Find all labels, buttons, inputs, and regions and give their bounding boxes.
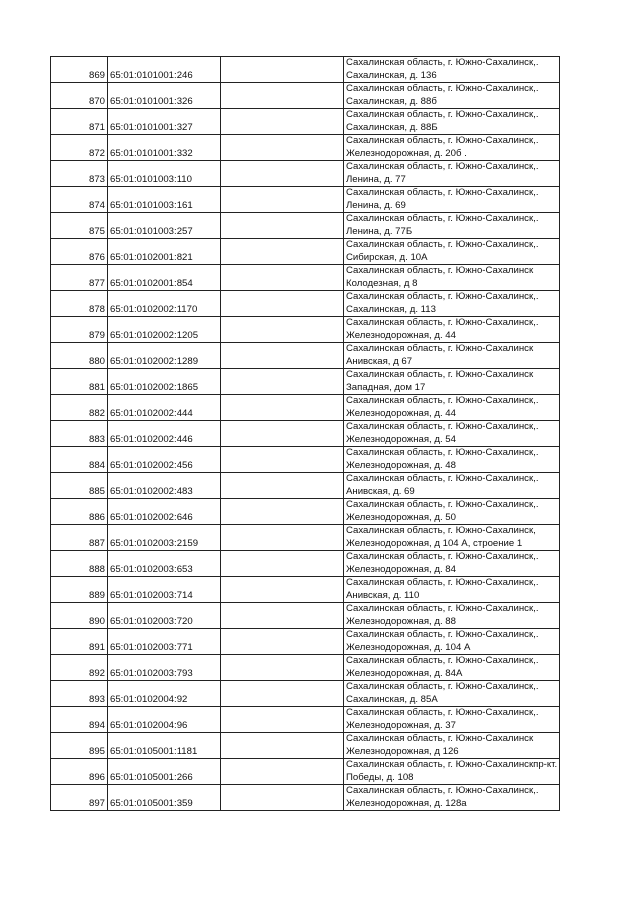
empty-cell [221, 629, 344, 655]
empty-cell [221, 707, 344, 733]
cadastral-number: 65:01:0102003:714 [108, 577, 221, 603]
address-line-1: Сахалинская область, г. Южно-Сахалинск,. [346, 681, 539, 692]
address-cell [344, 343, 560, 369]
address-cell [344, 265, 560, 291]
address-line-2: Железнодорожная, д. 54 [346, 433, 456, 445]
cadastral-number: 65:01:0105001:1181 [108, 733, 221, 759]
row-number: 896 [51, 759, 108, 785]
address-cell [344, 239, 560, 265]
row-number: 885 [51, 473, 108, 499]
address-line-2: Анивская, д. 110 [346, 589, 420, 601]
address-line-2: Железнодорожная, д. 50 [346, 511, 456, 523]
row-number: 877 [51, 265, 108, 291]
row-number: 887 [51, 525, 108, 551]
address-line-1: Сахалинская область, г. Южно-Сахалинск,. [346, 707, 539, 718]
empty-cell [221, 317, 344, 343]
row-number: 879 [51, 317, 108, 343]
table-row [51, 161, 560, 187]
address-line-1: Сахалинская область, г. Южно-Сахалинск,. [346, 317, 539, 328]
cadastral-number: 65:01:0102004:96 [108, 707, 221, 733]
row-number: 889 [51, 577, 108, 603]
address-line-2: Железнодорожная, д 126 [346, 745, 459, 757]
table-row [51, 421, 560, 447]
table-row [51, 213, 560, 239]
cadastral-number: 65:01:0102001:854 [108, 265, 221, 291]
address-line-2: Ленина, д. 77Б [346, 225, 413, 237]
cadastral-number: 65:01:0101001:326 [108, 83, 221, 109]
table-row [51, 733, 560, 759]
table-row [51, 785, 560, 811]
empty-cell [221, 525, 344, 551]
address-cell [344, 395, 560, 421]
address-line-2: Железнодорожная, д. 44 [346, 407, 456, 419]
address-line-2: Западная, дом 17 [346, 381, 426, 393]
cadastral-number: 65:01:0102002:1170 [108, 291, 221, 317]
row-number: 895 [51, 733, 108, 759]
row-number: 880 [51, 343, 108, 369]
row-number: 886 [51, 499, 108, 525]
address-line-2: Железнодорожная, д 104 А, строение 1 [346, 537, 523, 549]
address-cell [344, 135, 560, 161]
row-number: 876 [51, 239, 108, 265]
address-line-2: Железнодорожная, д. 84А [346, 667, 463, 679]
empty-cell [221, 655, 344, 681]
address-line-2: Сахалинская, д. 136 [346, 69, 437, 81]
table-row [51, 109, 560, 135]
row-number: 875 [51, 213, 108, 239]
empty-cell [221, 239, 344, 265]
table-row [51, 265, 560, 291]
empty-cell [221, 109, 344, 135]
cadastral-number: 65:01:0102003:720 [108, 603, 221, 629]
empty-cell [221, 473, 344, 499]
address-line-2: Железнодорожная, д. 88 [346, 615, 456, 627]
address-line-2: Колодезная, д 8 [346, 277, 418, 289]
address-line-2: Железнодорожная, д. 48 [346, 459, 456, 471]
address-line-1: Сахалинская область, г. Южно-Сахалинск [346, 369, 534, 380]
address-line-1: Сахалинская область, г. Южно-Сахалинск,. [346, 473, 539, 484]
address-cell [344, 759, 560, 785]
address-line-1: Сахалинская область, г. Южно-Сахалинск,. [346, 213, 539, 224]
table-row [51, 369, 560, 395]
address-line-2: Железнодорожная, д. 44 [346, 329, 456, 341]
address-cell [344, 161, 560, 187]
address-line-1: Сахалинская область, г. Южно-Сахалинск [346, 343, 534, 354]
address-cell [344, 421, 560, 447]
address-line-2: Сибирская, д. 10А [346, 251, 428, 263]
cadastral-number: 65:01:0102001:821 [108, 239, 221, 265]
address-cell [344, 83, 560, 109]
table-row [51, 187, 560, 213]
address-line-1: Сахалинская область, г. Южно-Сахалинск, [346, 525, 536, 536]
table-row [51, 473, 560, 499]
address-cell [344, 525, 560, 551]
row-number: 882 [51, 395, 108, 421]
address-line-1: Сахалинская область, г. Южно-Сахалинск,. [346, 421, 539, 432]
cadastral-number: 65:01:0101001:327 [108, 109, 221, 135]
empty-cell [221, 395, 344, 421]
cadastral-number: 65:01:0102003:771 [108, 629, 221, 655]
address-line-1: Сахалинская область, г. Южно-Сахалинск,. [346, 187, 539, 198]
address-line-1: Сахалинская область, г. Южно-Сахалинск,. [346, 395, 539, 406]
row-number: 897 [51, 785, 108, 811]
table-row [51, 135, 560, 161]
row-number: 878 [51, 291, 108, 317]
address-cell [344, 291, 560, 317]
address-cell [344, 785, 560, 811]
cadastral-number: 65:01:0101001:332 [108, 135, 221, 161]
address-cell [344, 499, 560, 525]
empty-cell [221, 291, 344, 317]
address-cell [344, 577, 560, 603]
row-number: 888 [51, 551, 108, 577]
address-cell [344, 655, 560, 681]
table-row [51, 603, 560, 629]
table-row [51, 707, 560, 733]
row-number: 884 [51, 447, 108, 473]
row-number: 870 [51, 83, 108, 109]
cadastral-number: 65:01:0102003:2159 [108, 525, 221, 551]
table-row [51, 577, 560, 603]
address-line-2: Анивская, д 67 [346, 355, 413, 367]
cadastral-number: 65:01:0102002:456 [108, 447, 221, 473]
address-line-2: Сахалинская, д. 85А [346, 693, 438, 705]
registry-table-body [51, 57, 560, 811]
table-row [51, 317, 560, 343]
address-cell [344, 317, 560, 343]
cadastral-number: 65:01:0102002:1865 [108, 369, 221, 395]
address-line-2: Сахалинская, д. 88Б [346, 121, 438, 133]
cadastral-number: 65:01:0102002:1289 [108, 343, 221, 369]
table-row [51, 239, 560, 265]
address-line-1: Сахалинская область, г. Южно-Сахалинск,. [346, 83, 539, 94]
empty-cell [221, 83, 344, 109]
address-line-1: Сахалинская область, г. Южно-Сахалинскпр-кт. [346, 759, 558, 770]
address-cell [344, 187, 560, 213]
address-line-1: Сахалинская область, г. Южно-Сахалинск,. [346, 135, 539, 146]
row-number: 890 [51, 603, 108, 629]
address-cell [344, 447, 560, 473]
empty-cell [221, 759, 344, 785]
address-line-2: Победы, д. 108 [346, 771, 414, 783]
cadastral-number: 65:01:0102002:446 [108, 421, 221, 447]
row-number: 881 [51, 369, 108, 395]
table-row [51, 759, 560, 785]
row-number: 873 [51, 161, 108, 187]
table-row [51, 525, 560, 551]
cadastral-number: 65:01:0102002:646 [108, 499, 221, 525]
empty-cell [221, 681, 344, 707]
cadastral-number: 65:01:0102003:653 [108, 551, 221, 577]
address-line-2: Железнодорожная, д. 37 [346, 719, 456, 731]
row-number: 883 [51, 421, 108, 447]
table-row [51, 681, 560, 707]
table-row [51, 343, 560, 369]
address-line-1: Сахалинская область, г. Южно-Сахалинск [346, 733, 534, 744]
cadastral-number: 65:01:0102002:444 [108, 395, 221, 421]
table-row [51, 291, 560, 317]
empty-cell [221, 447, 344, 473]
empty-cell [221, 213, 344, 239]
address-line-2: Железнодорожная, д. 84 [346, 563, 456, 575]
cadastral-number: 65:01:0101003:257 [108, 213, 221, 239]
address-line-2: Железнодорожная, д. 128а [346, 797, 467, 809]
address-cell [344, 369, 560, 395]
row-number: 874 [51, 187, 108, 213]
table-row [51, 447, 560, 473]
registry-table [50, 56, 560, 811]
address-line-1: Сахалинская область, г. Южно-Сахалинск,. [346, 239, 539, 250]
address-cell [344, 707, 560, 733]
address-line-1: Сахалинская область, г. Южно-Сахалинск,. [346, 603, 539, 614]
row-number: 891 [51, 629, 108, 655]
cadastral-number: 65:01:0101001:246 [108, 57, 221, 83]
address-line-1: Сахалинская область, г. Южно-Сахалинск,. [346, 577, 539, 588]
row-number: 869 [51, 57, 108, 83]
address-line-1: Сахалинская область, г. Южно-Сахалинск,. [346, 551, 539, 562]
table-row [51, 551, 560, 577]
row-number: 893 [51, 681, 108, 707]
empty-cell [221, 57, 344, 83]
address-cell [344, 57, 560, 83]
empty-cell [221, 499, 344, 525]
cadastral-number: 65:01:0101003:110 [108, 161, 221, 187]
table-row [51, 629, 560, 655]
address-line-1: Сахалинская область, г. Южно-Сахалинск,. [346, 57, 539, 68]
address-cell [344, 213, 560, 239]
cadastral-number: 65:01:0105001:266 [108, 759, 221, 785]
address-cell [344, 603, 560, 629]
address-line-1: Сахалинская область, г. Южно-Сахалинск,. [346, 499, 539, 510]
address-line-2: Анивская, д. 69 [346, 485, 415, 497]
empty-cell [221, 161, 344, 187]
cadastral-number: 65:01:0105001:359 [108, 785, 221, 811]
empty-cell [221, 369, 344, 395]
table-row [51, 499, 560, 525]
address-cell [344, 629, 560, 655]
row-number: 872 [51, 135, 108, 161]
address-cell [344, 109, 560, 135]
cadastral-number: 65:01:0101003:161 [108, 187, 221, 213]
empty-cell [221, 135, 344, 161]
address-line-1: Сахалинская область, г. Южно-Сахалинск,. [346, 629, 539, 640]
empty-cell [221, 733, 344, 759]
address-line-1: Сахалинская область, г. Южно-Сахалинск,. [346, 291, 539, 302]
address-line-2: Ленина, д. 77 [346, 173, 406, 185]
cadastral-number: 65:01:0102002:483 [108, 473, 221, 499]
cadastral-number: 65:01:0102002:1205 [108, 317, 221, 343]
table-row [51, 655, 560, 681]
address-line-2: Железнодорожная, д. 20б . [346, 147, 467, 159]
address-line-1: Сахалинская область, г. Южно-Сахалинск,. [346, 109, 539, 120]
cadastral-number: 65:01:0102004:92 [108, 681, 221, 707]
address-line-1: Сахалинская область, г. Южно-Сахалинск,. [346, 161, 539, 172]
address-line-2: Ленина, д. 69 [346, 199, 406, 211]
empty-cell [221, 785, 344, 811]
address-line-2: Сахалинская, д. 113 [346, 303, 436, 315]
cadastral-number: 65:01:0102003:793 [108, 655, 221, 681]
row-number: 892 [51, 655, 108, 681]
empty-cell [221, 551, 344, 577]
address-cell [344, 551, 560, 577]
address-line-1: Сахалинская область, г. Южно-Сахалинск,. [346, 785, 539, 796]
address-cell [344, 473, 560, 499]
row-number: 894 [51, 707, 108, 733]
empty-cell [221, 343, 344, 369]
address-line-2: Железнодорожная, д. 104 А [346, 641, 471, 653]
empty-cell [221, 265, 344, 291]
address-line-1: Сахалинская область, г. Южно-Сахалинск,. [346, 655, 539, 666]
address-cell [344, 681, 560, 707]
table-row [51, 83, 560, 109]
address-cell [344, 733, 560, 759]
table-row [51, 57, 560, 83]
address-line-2: Сахалинская, д. 88б [346, 95, 437, 107]
empty-cell [221, 421, 344, 447]
row-number: 871 [51, 109, 108, 135]
address-line-1: Сахалинская область, г. Южно-Сахалинск [346, 265, 534, 276]
empty-cell [221, 603, 344, 629]
address-line-1: Сахалинская область, г. Южно-Сахалинск,. [346, 447, 539, 458]
empty-cell [221, 187, 344, 213]
table-row [51, 395, 560, 421]
empty-cell [221, 577, 344, 603]
